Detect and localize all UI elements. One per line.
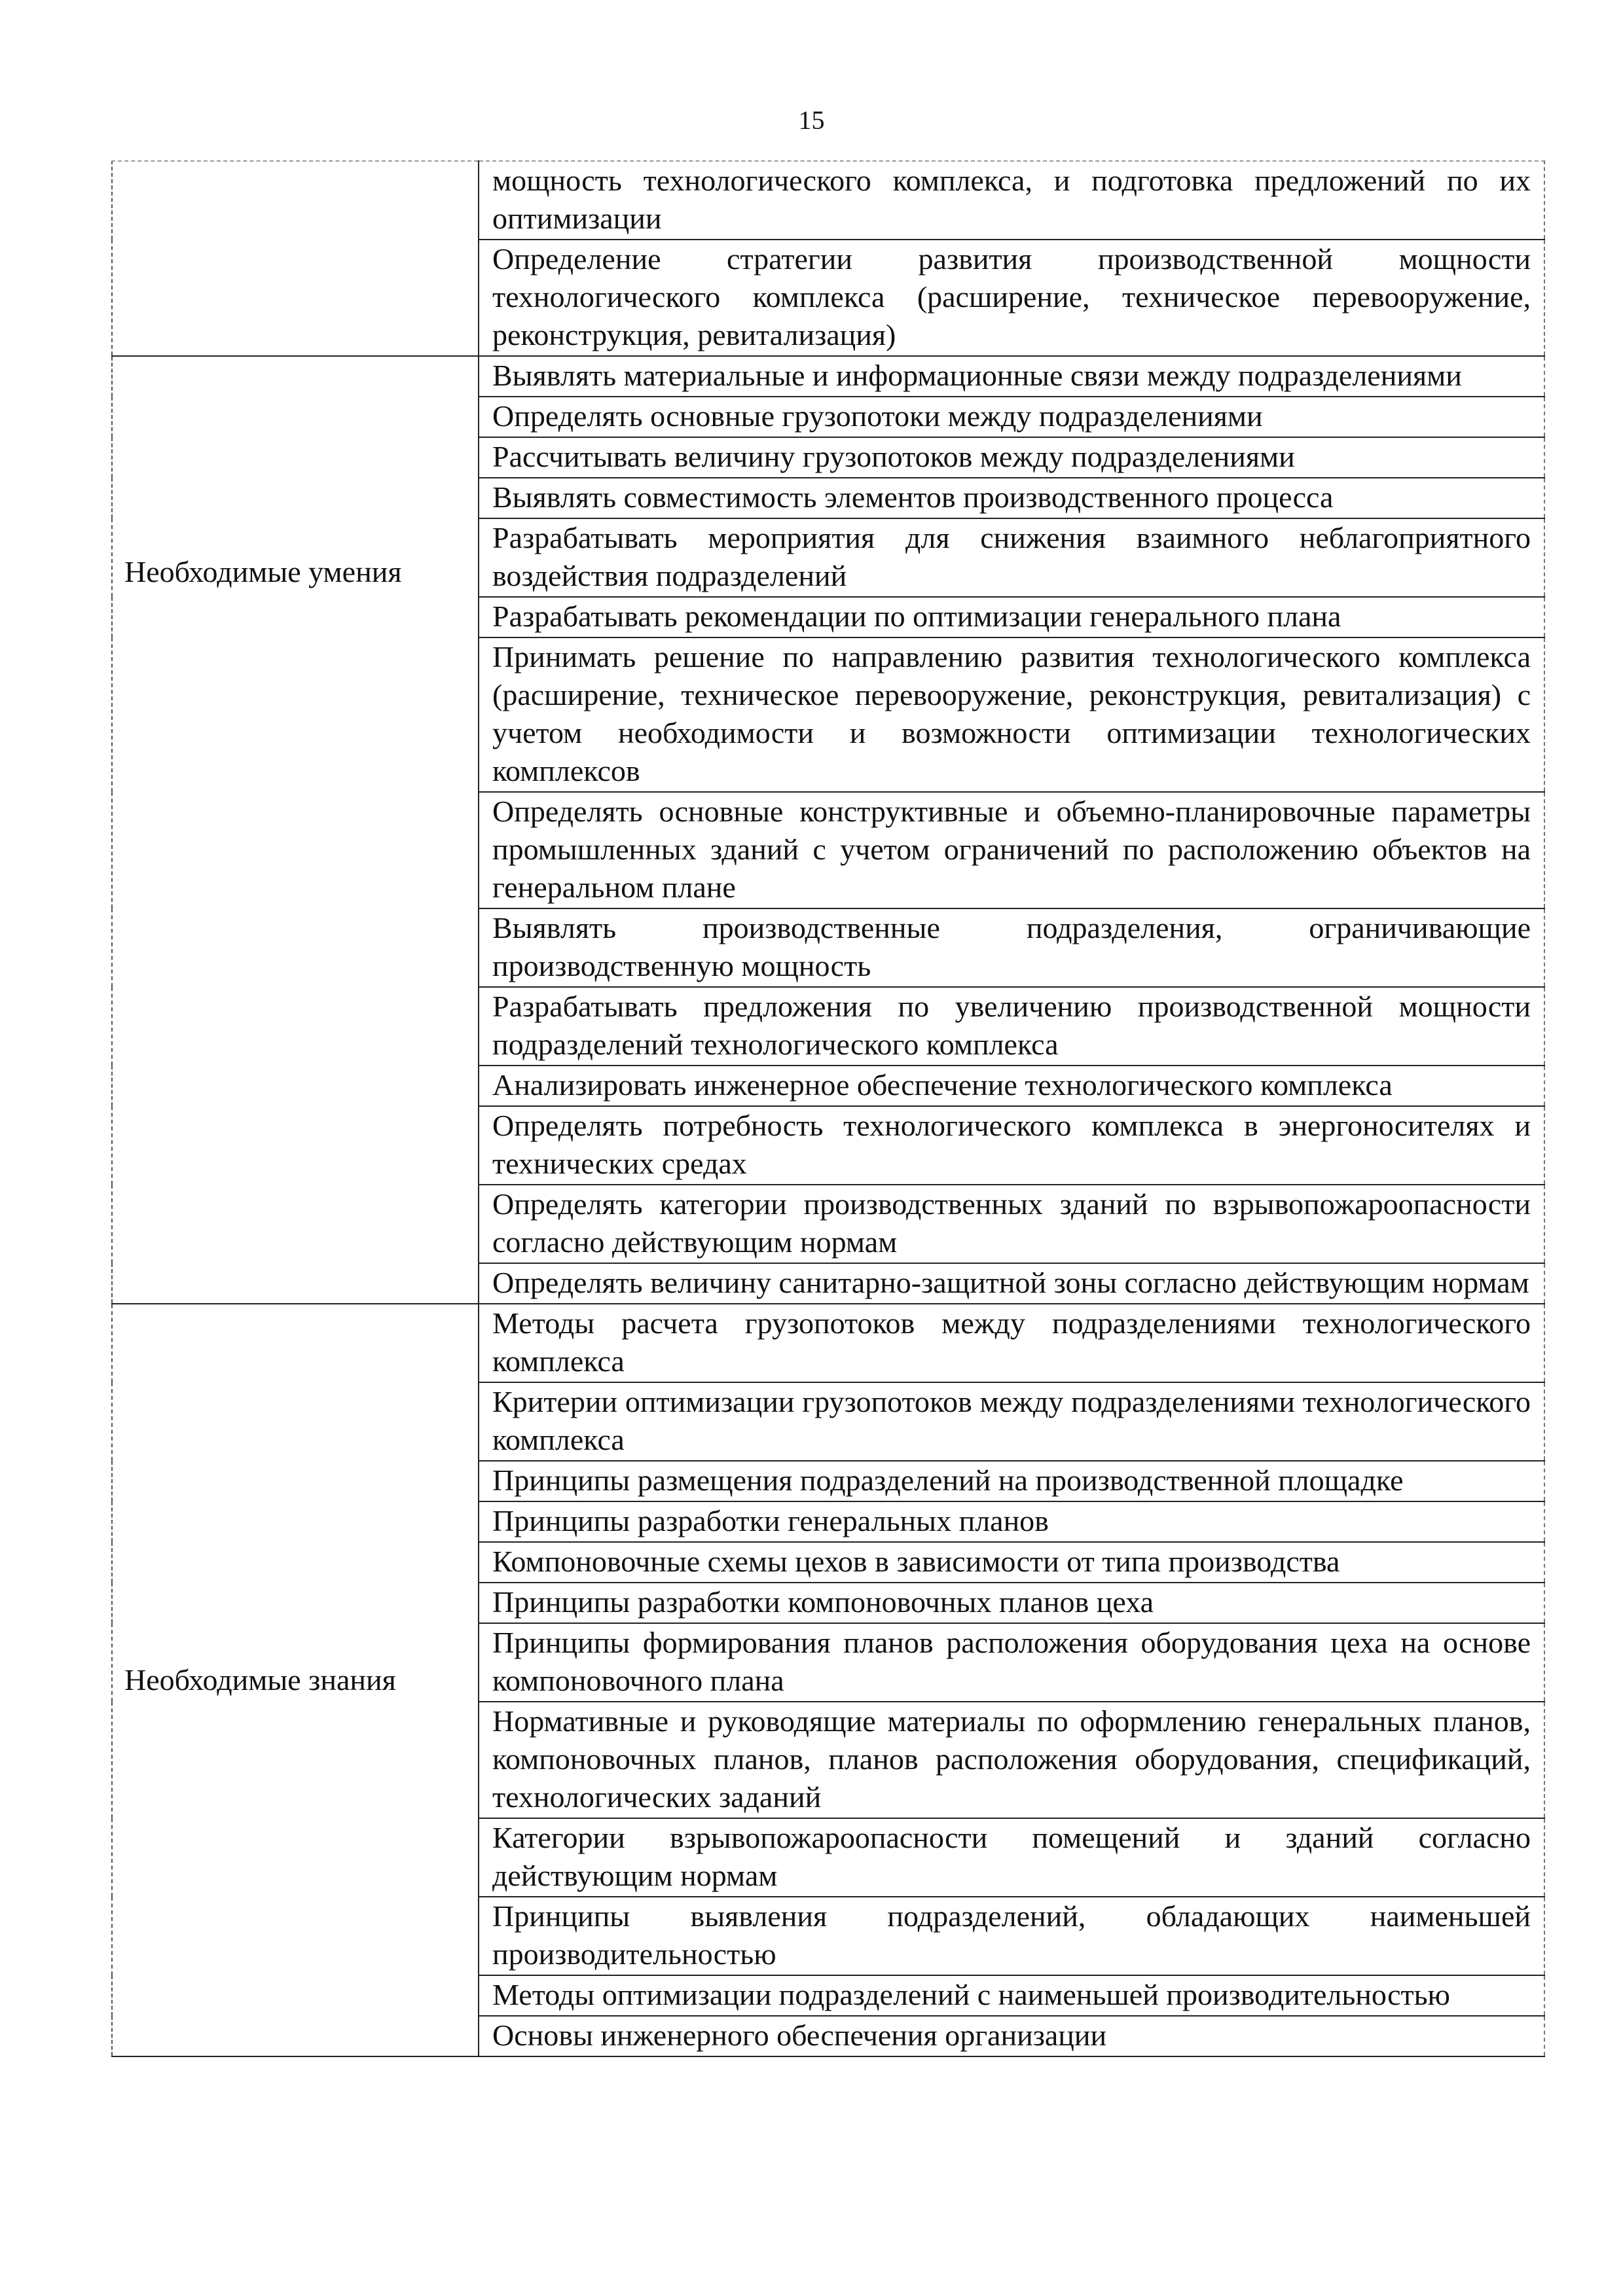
item-text: Анализировать инженерное обеспечение технологического комплекса — [492, 1068, 1393, 1102]
item-text: Определять потребность технологического комплекса в энергоносителях и технических средах — [492, 1109, 1531, 1180]
item-text: Принципы формирования планов расположения оборудования цеха на основе компоновочного плана — [492, 1626, 1531, 1697]
table-cell — [479, 2016, 1544, 2056]
item-text: Выявлять совместимость элементов производственного процесса — [492, 480, 1334, 514]
table-cell — [479, 1583, 1544, 1623]
table-cell — [479, 1623, 1544, 1702]
table-cell — [479, 1461, 1544, 1501]
item-text: Выявлять производственные подразделения, ограничивающие производственную мощность — [492, 911, 1531, 982]
item-text: мощность технологического комплекса, и подготовка предложений по их оптимизации — [492, 164, 1531, 235]
table-cell — [479, 1304, 1544, 1382]
item-text: Принципы выявления подразделений, обладающих наименьшей производительностью — [492, 1899, 1531, 1971]
table-cell — [479, 1263, 1544, 1304]
item-text: Определение стратегии развития производственной мощности технологического комплекса (расширение, техническое перевооружение, реконструкция, ревитализация) — [492, 242, 1531, 351]
item-text: Принимать решение по направлению развития технологического комплекса (расширение, техническое перевооружение, реконструкция, ревитализация) с учетом необходимости и возможности оптимизации технологических комплексов — [492, 640, 1531, 787]
item-text: Определять категории производственных зданий по взрывопожароопасности согласно действующим нормам — [492, 1187, 1531, 1259]
item-text: Принципы разработки компоновочных планов цеха — [492, 1585, 1154, 1619]
table-cell — [479, 397, 1544, 437]
item-text: Методы расчета грузопотоков между подразделениями технологического комплекса — [492, 1306, 1531, 1378]
table-cell — [479, 1501, 1544, 1542]
item-text: Компоновочные схемы цехов в зависимости от типа производства — [492, 1545, 1340, 1578]
table-cell — [479, 240, 1544, 356]
item-text: Разрабатывать мероприятия для снижения взаимного неблагоприятного воздействия подразделений — [492, 521, 1531, 592]
table-cell — [479, 637, 1544, 792]
table-cell — [479, 161, 1544, 240]
item-text: Принципы размещения подразделений на производственной площадке — [492, 1463, 1404, 1497]
item-text: Методы оптимизации подразделений с наименьшей производительностью — [492, 1978, 1450, 2011]
table-cell — [479, 356, 1544, 397]
table-cell — [479, 1185, 1544, 1263]
table-cell — [479, 518, 1544, 597]
section-label-knowledge: Необходимые знания — [124, 1663, 396, 1696]
item-text: Разрабатывать рекомендации по оптимизации генерального плана — [492, 600, 1341, 633]
table-cell — [479, 792, 1544, 908]
page-number: 15 — [798, 105, 825, 135]
item-text: Принципы разработки генеральных планов — [492, 1504, 1049, 1537]
item-text: Определять основные грузопотоки между подразделениями — [492, 399, 1263, 433]
item-text: Категории взрывопожароопасности помещений и зданий согласно действующим нормам — [492, 1821, 1531, 1892]
item-text: Критерии оптимизации грузопотоков между подразделениями технологического комплекса — [492, 1385, 1531, 1456]
item-text: Рассчитывать величину грузопотоков между подразделениями — [492, 440, 1295, 473]
table-cell — [479, 1106, 1544, 1185]
section-label-cell — [112, 161, 479, 356]
section-label-cell — [112, 356, 479, 1304]
item-text: Определять величину санитарно-защитной зоны согласно действующим нормам — [492, 1266, 1529, 1299]
item-text: Нормативные и руководящие материалы по оформлению генеральных планов, компоновочных планов, планов расположения оборудования, спецификаций, технологических заданий — [492, 1704, 1531, 1814]
section-label-skills: Необходимые умения — [124, 555, 402, 588]
table-cell — [479, 1066, 1544, 1106]
item-text: Определять основные конструктивные и объемно-планировочные параметры промышленных зданий с учетом ограничений по расположению объектов на генеральном плане — [492, 795, 1531, 904]
item-text: Разрабатывать предложения по увеличению производственной мощности подразделений технологического комплекса — [492, 990, 1531, 1061]
table-cell — [479, 1818, 1544, 1897]
table-cell — [479, 1382, 1544, 1461]
table-row — [112, 1304, 1544, 1382]
competency-table — [111, 160, 1545, 2057]
table-cell — [479, 1975, 1544, 2016]
table-cell — [479, 1702, 1544, 1818]
table-cell — [479, 1542, 1544, 1583]
item-text: Выявлять материальные и информационные связи между подразделениями — [492, 359, 1462, 392]
table-cell — [479, 908, 1544, 987]
item-text: Основы инженерного обеспечения организации — [492, 2018, 1107, 2052]
table-cell — [479, 478, 1544, 518]
table-cell — [479, 597, 1544, 637]
table-cell — [479, 987, 1544, 1066]
section-label-cell — [112, 1304, 479, 2056]
table-row — [112, 161, 1544, 240]
table-cell — [479, 1897, 1544, 1975]
table-row — [112, 356, 1544, 397]
table-cell — [479, 437, 1544, 478]
